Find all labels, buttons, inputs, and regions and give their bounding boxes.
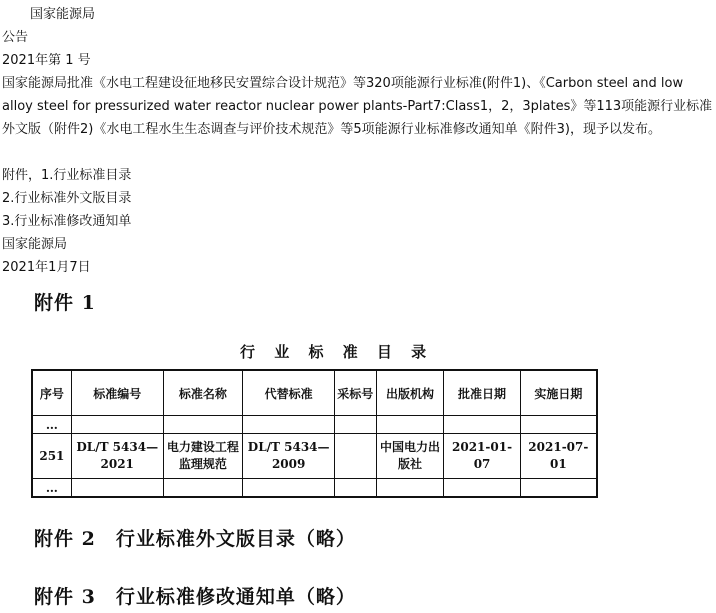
empty-cell bbox=[444, 416, 520, 434]
column-header-name: 标准名称 bbox=[163, 370, 243, 416]
signature-agency: 国家能源局 bbox=[2, 237, 68, 252]
empty-cell bbox=[71, 479, 163, 498]
cell-replaces: DL/T 5434—2009 bbox=[243, 434, 335, 479]
empty-cell bbox=[163, 416, 243, 434]
ellipsis-cell: … bbox=[32, 416, 71, 434]
attachment-list-item-1: 附件，1.行业标准目录 bbox=[2, 168, 132, 183]
table-row-ellipsis bbox=[32, 416, 597, 434]
cell-approved: 2021-01-07 bbox=[444, 434, 520, 479]
attachment-3-heading: 附件 3 行业标准修改通知单（略） bbox=[34, 586, 356, 608]
column-header-approved: 批准日期 bbox=[444, 370, 520, 416]
table-title: 行 业 标 准 目 录 bbox=[240, 343, 434, 361]
announcement-paragraph: 国家能源局批准《水电工程建设征地移民安置综合设计规范》等320项能源行业标准(附件1)、《Carbon steel and low alloy steel for pressurized water reactor nuclear power plants-Part7:Class1，2，3plates》等113项能源行业标准外文版（附件2)《水电工程水生生态调查与评价技术规范》等5项能源行业标准修改通知单《附件3)，现予以发布。 bbox=[2, 76, 713, 137]
column-header-seq: 序号 bbox=[32, 370, 71, 416]
attachment-2-heading: 附件 2 行业标准外文版目录（略） bbox=[34, 528, 356, 550]
document-number: 2021年第 1 号 bbox=[2, 53, 91, 68]
agency-header: 国家能源局 bbox=[30, 7, 96, 22]
cell-adopt-no bbox=[335, 434, 376, 479]
empty-cell bbox=[163, 479, 243, 498]
empty-cell bbox=[520, 479, 597, 498]
empty-cell bbox=[376, 479, 444, 498]
empty-cell bbox=[243, 479, 335, 498]
column-header-effective: 实施日期 bbox=[520, 370, 597, 416]
column-header-adopt-no: 采标号 bbox=[335, 370, 376, 416]
empty-cell bbox=[71, 416, 163, 434]
empty-cell bbox=[376, 416, 444, 434]
cell-code: DL/T 5434—2021 bbox=[71, 434, 163, 479]
table-row-ellipsis bbox=[32, 479, 597, 498]
standards-catalog-table bbox=[31, 369, 598, 498]
cell-publisher: 中国电力出版社 bbox=[376, 434, 444, 479]
cell-name: 电力建设工程监理规范 bbox=[163, 434, 243, 479]
ellipsis-cell: … bbox=[32, 479, 71, 498]
cell-seq: 251 bbox=[32, 434, 71, 479]
column-header-replaces: 代替标准 bbox=[243, 370, 335, 416]
empty-cell bbox=[335, 479, 376, 498]
document-type: 公告 bbox=[2, 30, 29, 45]
empty-cell bbox=[335, 416, 376, 434]
attachment-list-item-3: 3.行业标准修改通知单 bbox=[2, 214, 132, 229]
column-header-publisher: 出版机构 bbox=[376, 370, 444, 416]
column-header-code: 标准编号 bbox=[71, 370, 163, 416]
table-row bbox=[32, 434, 597, 479]
empty-cell bbox=[444, 479, 520, 498]
table-header-row bbox=[32, 370, 597, 416]
attachment-1-heading: 附件 1 bbox=[34, 292, 96, 314]
signature-date: 2021年1月7日 bbox=[2, 260, 91, 275]
empty-cell bbox=[243, 416, 335, 434]
attachment-list-item-2: 2.行业标准外文版目录 bbox=[2, 191, 132, 206]
empty-cell bbox=[520, 416, 597, 434]
cell-effective: 2021-07-01 bbox=[520, 434, 597, 479]
